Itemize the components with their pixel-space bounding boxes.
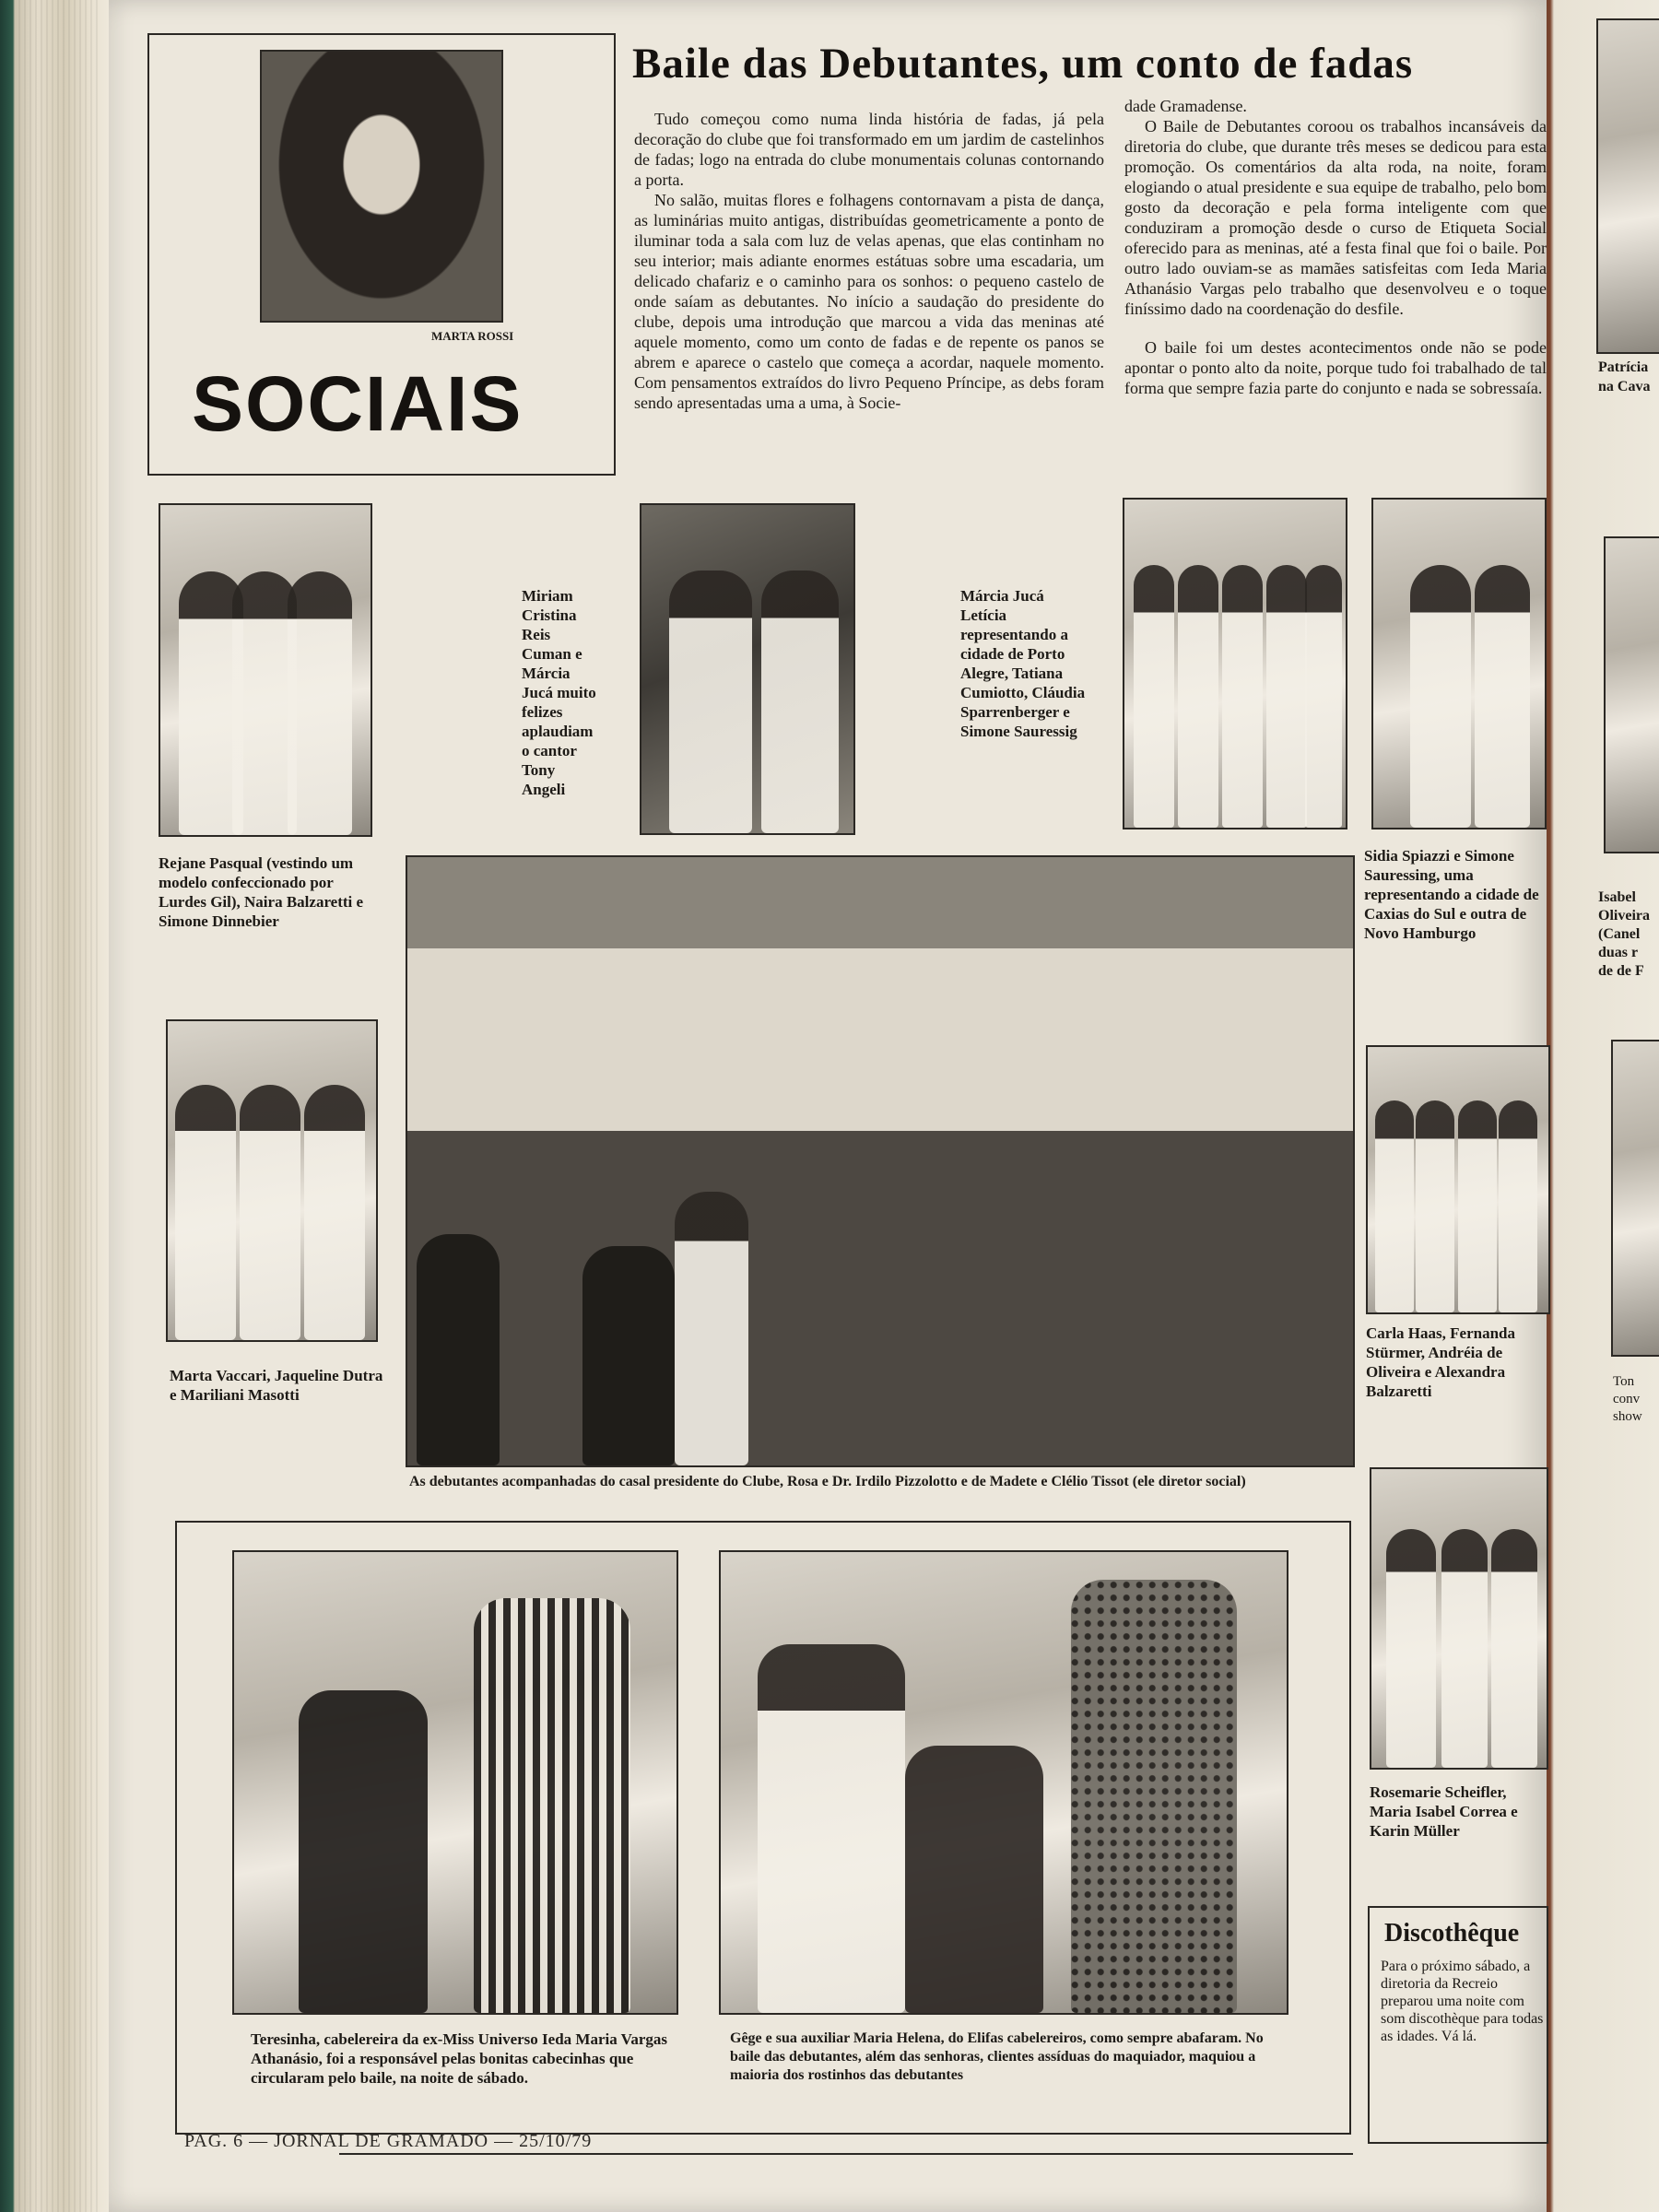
hairdressers-box <box>175 1521 1351 2135</box>
section-title: SOCIAIS <box>192 360 524 447</box>
binder-spine <box>0 0 111 2212</box>
caption-main: As debutantes acompanhadas do casal presidente do Clube, Rosa e Dr. Irdilo Pizzolotto e de Madete e Clélio Tissot (ele diretor social) <box>409 1474 1246 1489</box>
binder-ridge <box>18 0 101 2212</box>
caption-carla: Carla Haas, Fernanda Stürmer, Andréia de Oliveira e Alexandra Balzaretti <box>1366 1324 1515 1400</box>
portrait-caption: MARTA ROSSI <box>431 329 514 343</box>
photo-marcia-group <box>1123 498 1347 830</box>
caption-marta: Marta Vaccari, Jaqueline Dutra e Mariliani Masotti <box>170 1367 383 1404</box>
caption-sidia: Sidia Spiazzi e Simone Sauressing, uma representando a cidade de Caxias do Sul e outra de Novo Hamburgo <box>1364 847 1539 942</box>
section-header-box <box>147 33 616 476</box>
portrait-photo <box>260 50 503 323</box>
adjacent-fragment: Patrícia na Cava <box>1598 359 1651 394</box>
caption-teresinha: Teresinha, cabelereira da ex-Miss Universo Ieda Maria Vargas Athanásio, foi a responsável pelas bonitas cabecinhas que circularam pelo baile, na noite de sábado. <box>251 2030 668 2087</box>
newspaper-page <box>109 0 1547 2212</box>
photo-carla-group <box>1366 1045 1550 1314</box>
caption-gege: Gêge e sua auxiliar Maria Helena, do Elifas cabelereiros, como sempre abafaram. No baile das debutantes, além das senhoras, clientes assíduas do maquiador, maquiou a maioria dos rostinhos das debutantes <box>730 2030 1264 2083</box>
article-paragraph: No salão, muitas flores e folhagens contornavam a pista de dança, as luminárias muito antigas, distribuídas geometricamente a ponto de iluminar toda a sala com luz de velas apenas, que elas continham no seu interior; mais adiante enormes estátuas sobre uma escadaria, um delicado chafariz e o caminho para os sonhos: o pequeno castelo de onde saíam as debutantes. No início a saudação do presidente do clube, depois uma introdução que marcou a vida das meninas até aquele momento, como um conto de fadas e de repente os panos se abrem e aparece o castelo que começa a acordar, naquele momento. Com pensamentos extraídos do livro Pequeno Príncipe, as debs foram sendo apresentadas uma a uma, à Socie- <box>634 191 1104 412</box>
adjacent-photo <box>1611 1040 1659 1357</box>
discotheque-text: Para o próximo sábado, a diretoria da Recreio preparou uma noite com som discothèque para todas as idades. Vá lá. <box>1381 1959 1544 2044</box>
photo-marta-jaqueline-mariliani <box>166 1019 378 1342</box>
photo-gege-maria-helena <box>719 1550 1288 2015</box>
photo-miriam-marcia <box>640 503 855 835</box>
adjacent-fragment: Ton conv show <box>1613 1374 1642 1424</box>
photo-sidia-simone <box>1371 498 1547 830</box>
article-paragraph: O Baile de Debutantes coroou os trabalhos incansáveis da diretoria do clube, que durante três meses se dedicou para esta promoção. Os comentários da alta roda, na noite, foram elogiando o atual presidente e sua equipe de trabalho, pelo bom gosto da decoração e pela forma inteligente com que conduziram a promoção desde o curso de Etiqueta Social oferecido para as meninas, até a festa final que foi o baile. Por outro lado ouviam-se as mamães satisfeitas com Ieda Maria Athanásio Vargas pelo trabalho que desenvolveu e o toque finíssimo dado na coordenação do desfile. <box>1124 117 1547 318</box>
page-footer: PAG. 6 — JORNAL DE GRAMADO — 25/10/79 <box>184 2131 593 2151</box>
photo-rejane-naira-simone <box>159 503 372 837</box>
article-paragraph: dade Gramadense. <box>1124 97 1247 115</box>
caption-rejane: Rejane Pasqual (vestindo um modelo confeccionado por Lurdes Gil), Naira Balzaretti e Simone Dinnebier <box>159 854 364 930</box>
caption-miriam: Miriam Cristina Reis Cuman e Márcia Jucá muito felizes aplaudiam o cantor Tony Angeli <box>522 587 596 798</box>
adjacent-fragment: Isabel Oliveira (Canel duas r de de F <box>1598 889 1650 979</box>
discotheque-box <box>1368 1906 1548 2144</box>
adjacent-photo <box>1604 536 1659 853</box>
article-paragraph: Tudo começou como numa linda história de fadas, já pela decoração do clube que foi transformado em um jardim de castelinhos de fadas; logo na entrada do clube monumentais colunas contornando a porta. <box>634 110 1104 189</box>
article-column-2 <box>1124 96 1547 398</box>
discotheque-title: Discothêque <box>1384 1919 1520 1947</box>
photo-rosemarie-group <box>1370 1467 1548 1770</box>
caption-rosemarie: Rosemarie Scheifler, Maria Isabel Correa e Karin Müller <box>1370 1783 1518 1840</box>
adjacent-page <box>1541 0 1659 2212</box>
photo-teresinha <box>232 1550 678 2015</box>
article-paragraph: O baile foi um destes acontecimentos onde não se pode apontar o ponto alto da noite, porque tudo foi trabalhado de tal forma que sempre fazia parte do conjunto e nada se sobressaía. <box>1124 338 1547 397</box>
caption-marcia: Márcia Jucá Letícia representando a cidade de Porto Alegre, Tatiana Cumiotto, Cláudia Sparrenberger e Simone Sauressig <box>960 587 1086 740</box>
article-column-1 <box>634 109 1104 413</box>
photo-debutantes-main <box>406 855 1355 1467</box>
footer-rule <box>339 2153 1353 2155</box>
headline: Baile das Debutantes, um conto de fadas <box>632 40 1414 88</box>
adjacent-photo <box>1596 18 1659 354</box>
